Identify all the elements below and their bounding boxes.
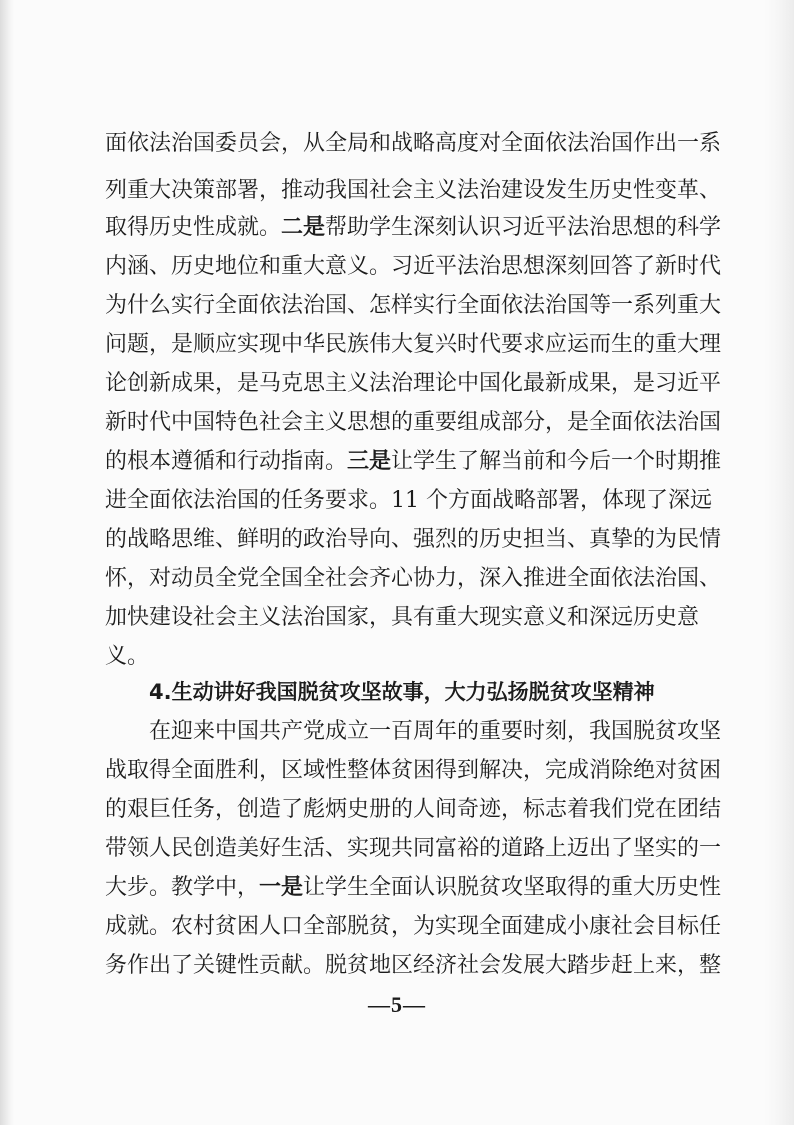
text-run: 帮助学生深刻认识习近平法治思想的科学 (325, 215, 722, 240)
text-run: 的根本遵循和行动指南。 (105, 449, 348, 474)
text-line: 的艰巨任务，创造了彪炳史册的人间奇迹，标志着我们党在团结 (105, 797, 722, 822)
text-line: 务作出了关键性贡献。脱贫地区经济社会发展大踏步赶上来，整 (105, 953, 722, 978)
text-line: 新时代中国特色社会主义思想的重要组成部分，是全面依法治国 (105, 410, 722, 435)
text-line: 成就。农村贫困人口全部脱贫，为实现全面建成小康社会目标任 (105, 914, 722, 939)
text-line (105, 871, 722, 905)
text-run: 让学生全面认识脱贫攻坚取得的重大历史性 (303, 875, 722, 900)
text-line: 列重大决策部署，推动我国社会主义法治建设发生历史性变革、 (105, 178, 722, 203)
text-line (105, 445, 722, 479)
emphasis-one: 一是 (259, 875, 304, 900)
text-run: 大步。教学中， (105, 875, 260, 900)
section-heading: 4.生动讲好我国脱贫攻坚故事，大力弘扬脱贫攻坚精神 (149, 680, 655, 704)
scan-shadow-right (764, 0, 794, 1125)
text-line: 战取得全面胜利，区域性整体贫困得到解决，完成消除绝对贫困 (105, 758, 722, 783)
text-line: 问题，是顺应实现中华民族伟大复兴时代要求应运而生的重大理 (105, 332, 722, 357)
text-run: 让学生了解当前和今后一个时期推 (391, 449, 722, 474)
text-line: 内涵、历史地位和重大意义。习近平法治思想深刻回答了新时代 (105, 254, 722, 279)
text-line: 论创新成果，是马克思主义法治理论中国化最新成果，是习近平 (105, 371, 722, 396)
text-line: 面依法治国委员会，从全局和战略高度对全面依法治国作出一系 (105, 131, 722, 156)
text-line: 义。 (105, 644, 150, 669)
text-line: 在迎来中国共产党成立一百周年的重要时刻，我国脱贫攻坚 (149, 719, 722, 744)
page-number: —5— (368, 992, 426, 1017)
text-line: 为什么实行全面依法治国、怎样实行全面依法治国等一系列重大 (105, 293, 722, 318)
text-line (105, 211, 722, 245)
text-line: 加快建设社会主义法治国家，具有重大现实意义和深远历史意 (105, 605, 700, 630)
emphasis-two: 二是 (281, 215, 326, 240)
scan-shadow-left (0, 0, 14, 1125)
text-line: 的战略思维、鲜明的政治导向、强烈的历史担当、真挚的为民情 (105, 527, 722, 552)
text-line: 带领人民创造美好生活、实现共同富裕的道路上迈出了坚实的一 (105, 836, 722, 861)
text-line: 怀，对动员全党全国全社会齐心协力，深入推进全面依法治国、 (105, 566, 722, 591)
text-line: 进全面依法治国的任务要求。11 个方面战略部署，体现了深远 (105, 488, 712, 513)
emphasis-three: 三是 (347, 449, 392, 474)
text-run: 取得历史性成就。 (105, 215, 282, 240)
